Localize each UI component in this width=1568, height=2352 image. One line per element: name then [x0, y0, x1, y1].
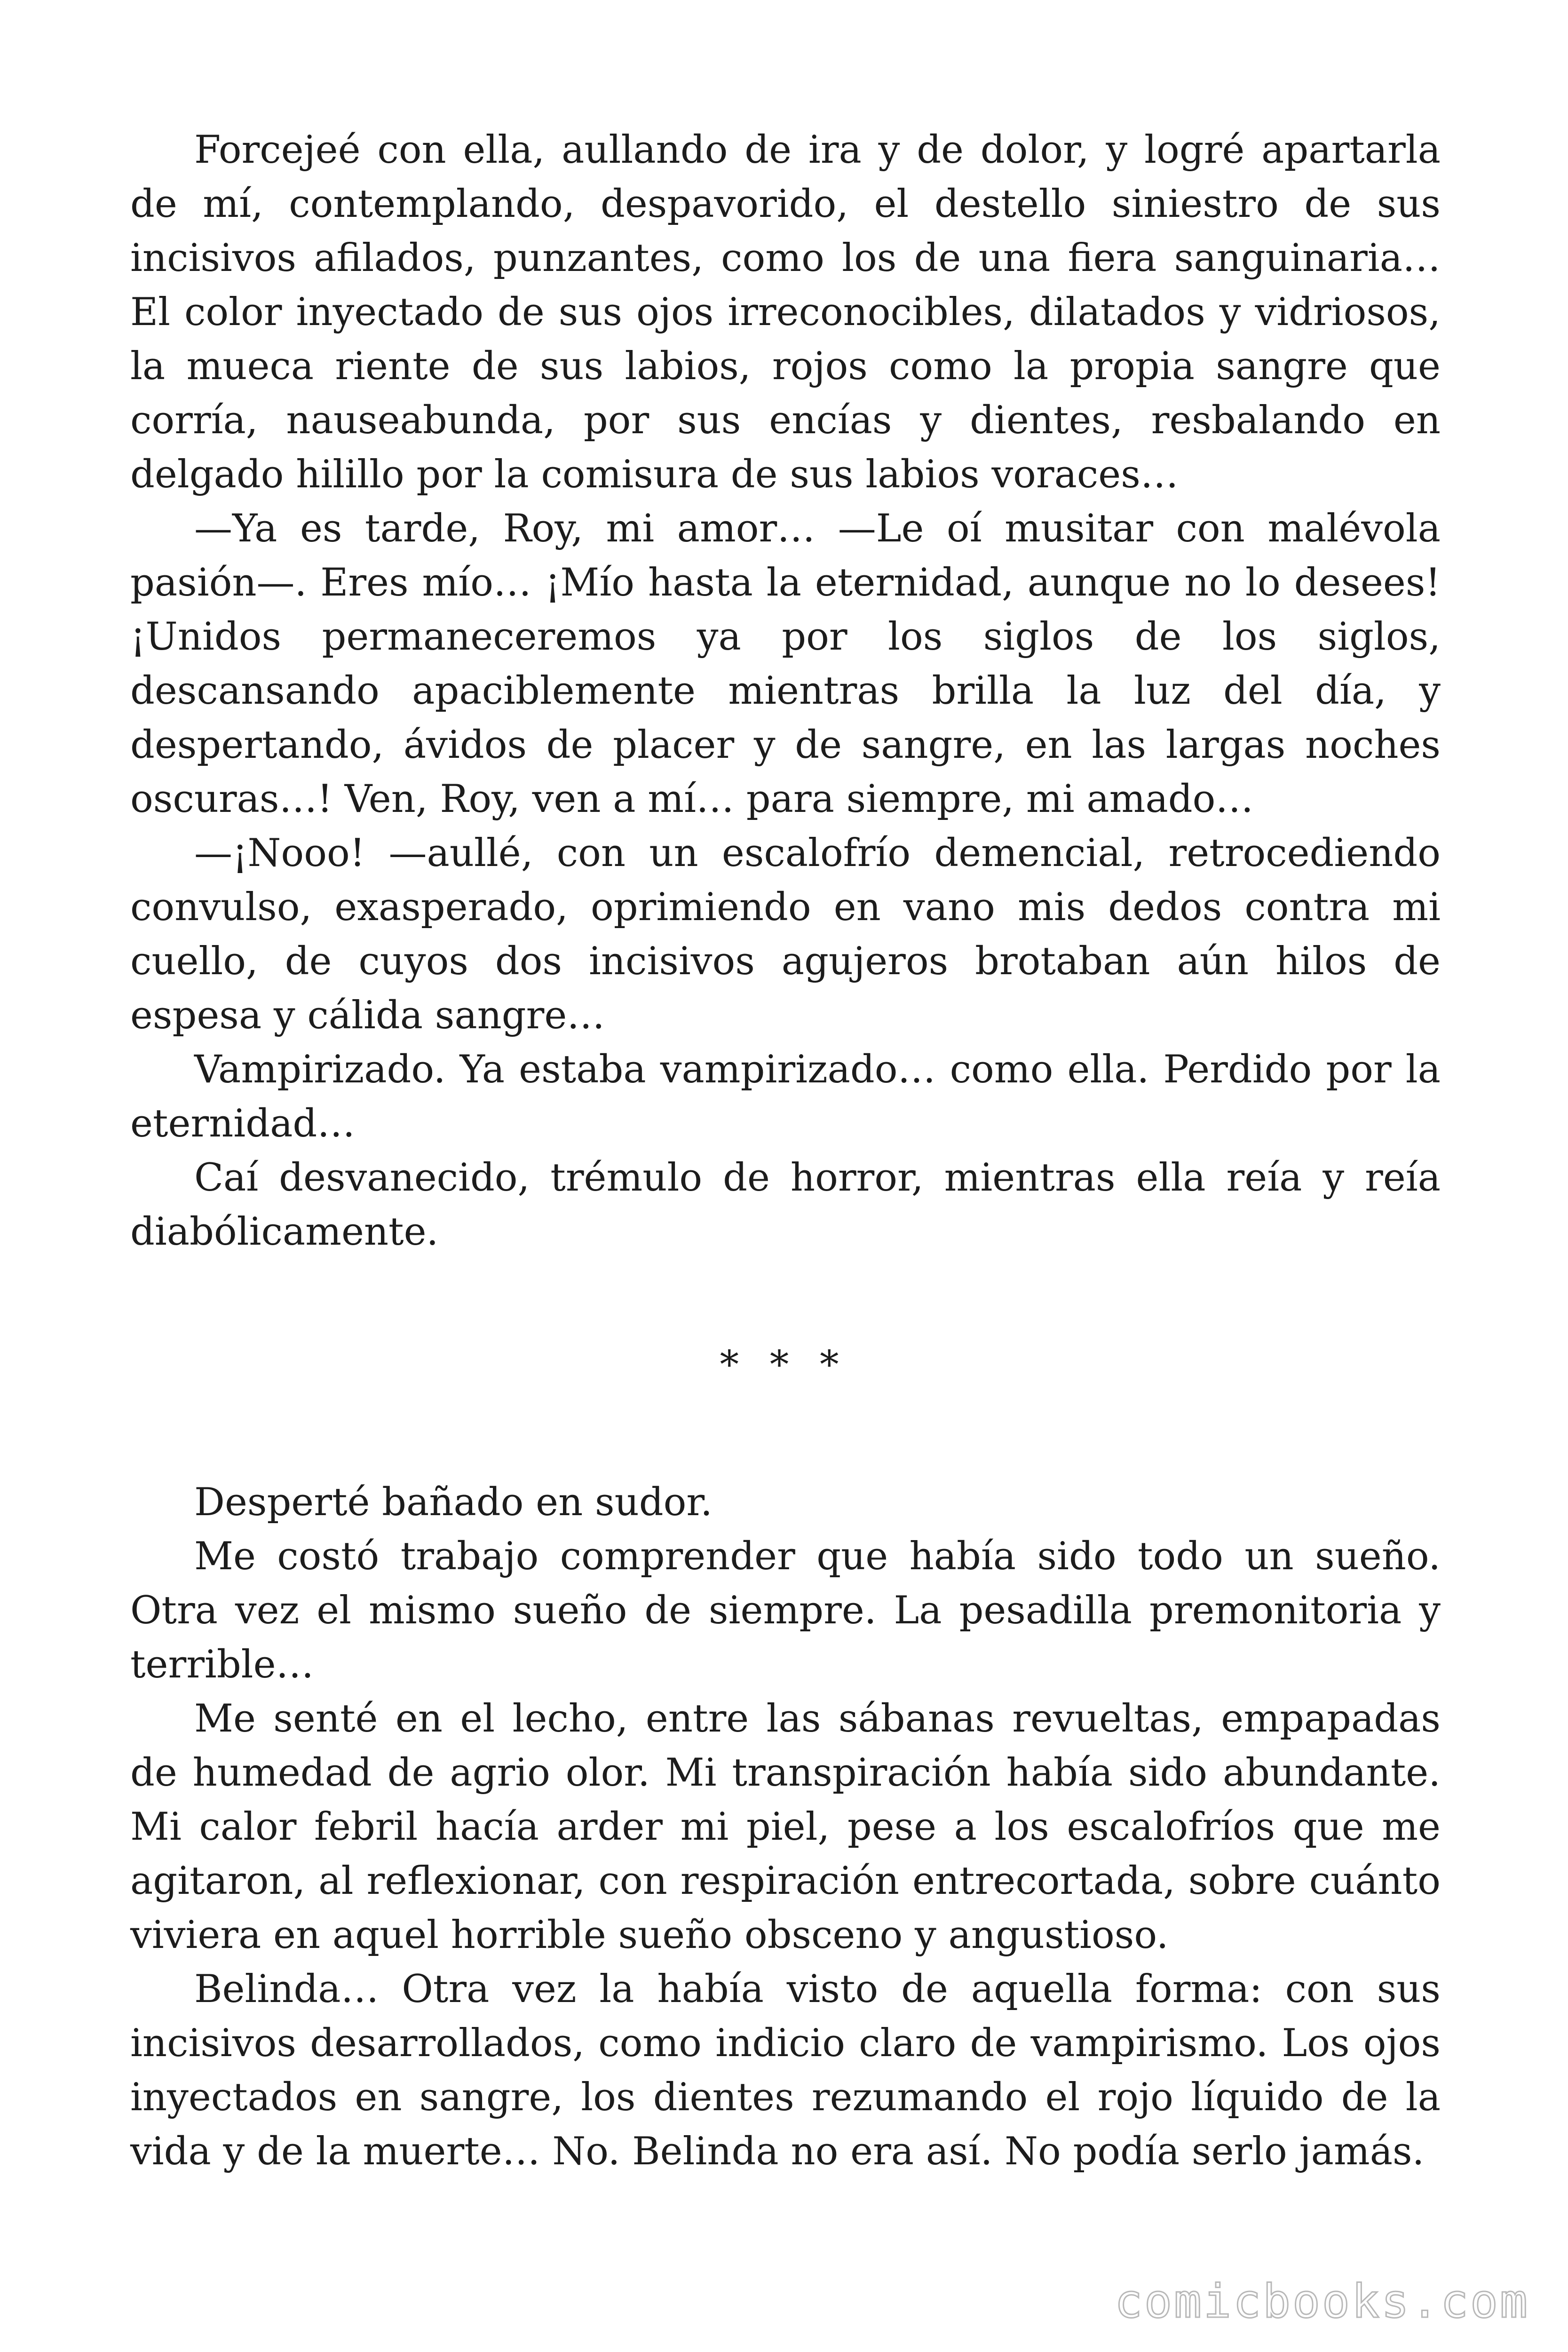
paragraph: Me senté en el lecho, entre las sábanas revueltas, empapadas de humedad de agrio olor. Mi transpiración había sido abundante. Mi calor febril hacía arder mi piel, pese a los escalofríos que me agitaron, al reflexionar, con respiración entrecortada, sobre cuánto viviera en aquel horrible sueño obsceno y angustioso. [130, 1697, 1441, 1957]
text-block-bottom [130, 1476, 1441, 2179]
paragraph: Belinda… Otra vez la había visto de aquella forma: con sus incisivos desarrollados, como indicio claro de vampirismo. Los ojos inyectados en sangre, los dientes rezumando el rojo líquido de la vida y de la muerte… No. Belinda no era así. No podía serlo jamás. [130, 1967, 1441, 2174]
text-block-top [130, 123, 1441, 1259]
paragraph: Forcejeé con ella, aullando de ira y de dolor, y logré apartarla de mí, contemplando, despavorido, el destello siniestro de sus incisivos afilados, punzantes, como los de una fiera sanguinaria… El color inyectado de sus ojos irreconocibles, dilatados y vidriosos, la mueca riente de sus labios, rojos como la propia sangre que corría, nauseabunda, por sus encías y dientes, resbalando en delgado hilillo por la comisura de sus labios voraces… [130, 128, 1441, 497]
paragraph: —¡Nooo! —aullé, con un escalofrío demencial, retrocediendo convulso, exasperado, oprimiendo en vano mis dedos contra mi cuello, de cuyos dos incisivos agujeros brotaban aún hilos de espesa y cálida sangre… [130, 831, 1441, 1038]
paragraph: Desperté bañado en sudor. [194, 1480, 713, 1525]
section-separator: * * * [720, 1343, 848, 1387]
paragraph: Caí desvanecido, trémulo de horror, mientras ella reía y reía diabólicamente. [130, 1156, 1441, 1254]
paragraph: Vampirizado. Ya estaba vampirizado… como ella. Perdido por la eternidad… [130, 1048, 1441, 1146]
paragraph: Me costó trabajo comprender que había sido todo un sueño. Otra vez el mismo sueño de siempre. La pesadilla premonitoria y terrible… [130, 1534, 1441, 1687]
paragraph: —Ya es tarde, Roy, mi amor… —Le oí musitar con malévola pasión—. Eres mío… ¡Mío hasta la eternidad, aunque no lo desees! ¡Unidos permaneceremos ya por los siglos de los siglos, descansando apaciblemente mientras brilla la luz del día, y despertando, ávidos de placer y de sangre, en las largas noches oscuras…! Ven, Roy, ven a mí… para siempre, mi amado… [130, 507, 1441, 821]
watermark: comicbooks.com [1114, 2275, 1529, 2328]
